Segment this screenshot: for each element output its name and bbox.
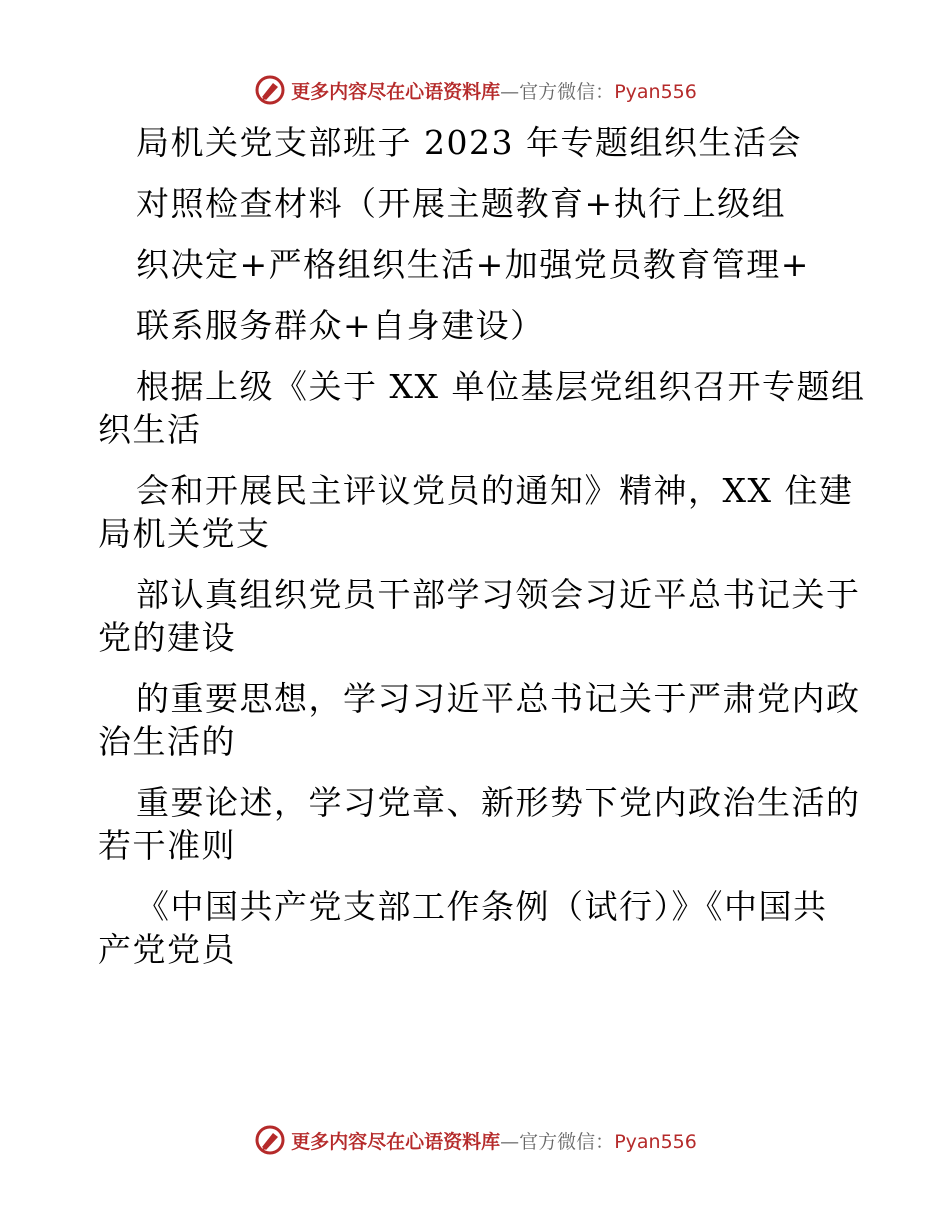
watermark-wechat-id: Pyan556 [614, 80, 697, 103]
watermark-dash: — [500, 1130, 520, 1153]
watermark-site: 更多内容尽在心语资料库 [291, 80, 501, 103]
paragraph-line: 治生活的 [98, 722, 236, 761]
watermark-text [291, 1127, 697, 1154]
watermark-wechat-id: Pyan556 [614, 1130, 697, 1153]
watermark-content [253, 1123, 697, 1157]
paragraph-line: 若干准则 [98, 826, 236, 865]
paragraph-line: 根据上级《关于 XX 单位基层党组织召开专题组 [136, 367, 866, 406]
title-line: 对照检查材料（开展主题教育+执行上级组 [136, 184, 787, 223]
paragraph-line: 会和开展民主评议党员的通知》精神，XX 住建 [136, 471, 854, 510]
paragraph-line: 的重要思想，学习习近平总书记关于严肃党内政 [136, 679, 861, 718]
pen-nib-logo-icon [253, 73, 287, 107]
document-body [98, 124, 868, 968]
paragraph-line: 产党党员 [98, 930, 236, 969]
paragraph-line: 《中国共产党支部工作条例（试行）》《中国共 [136, 887, 828, 926]
paragraph-line: 织生活 [98, 410, 202, 449]
pen-nib-logo-icon [253, 1123, 287, 1157]
paragraph-line: 部认真组织党员干部学习领会习近平总书记关于 [136, 575, 861, 614]
title-line: 局机关党支部班子 2023 年专题组织生活会 [136, 123, 802, 162]
paragraph-line: 重要论述，学习党章、新形势下党内政治生活的 [136, 783, 861, 822]
paragraph-line: 局机关党支 [98, 514, 271, 553]
watermark-text [291, 77, 697, 104]
watermark-site: 更多内容尽在心语资料库 [291, 1130, 501, 1153]
paragraph-line: 党的建设 [98, 618, 236, 657]
header-watermark [0, 70, 950, 110]
watermark-content [253, 73, 697, 107]
watermark-wechat-label: 官方微信： [519, 80, 615, 103]
watermark-wechat-label: 官方微信： [519, 1130, 615, 1153]
title-line: 联系服务群众+自身建设） [136, 306, 545, 345]
watermark-dash: — [500, 80, 520, 103]
footer-watermark [0, 1120, 950, 1160]
title-line: 织决定+严格组织生活+加强党员教育管理+ [136, 245, 810, 284]
